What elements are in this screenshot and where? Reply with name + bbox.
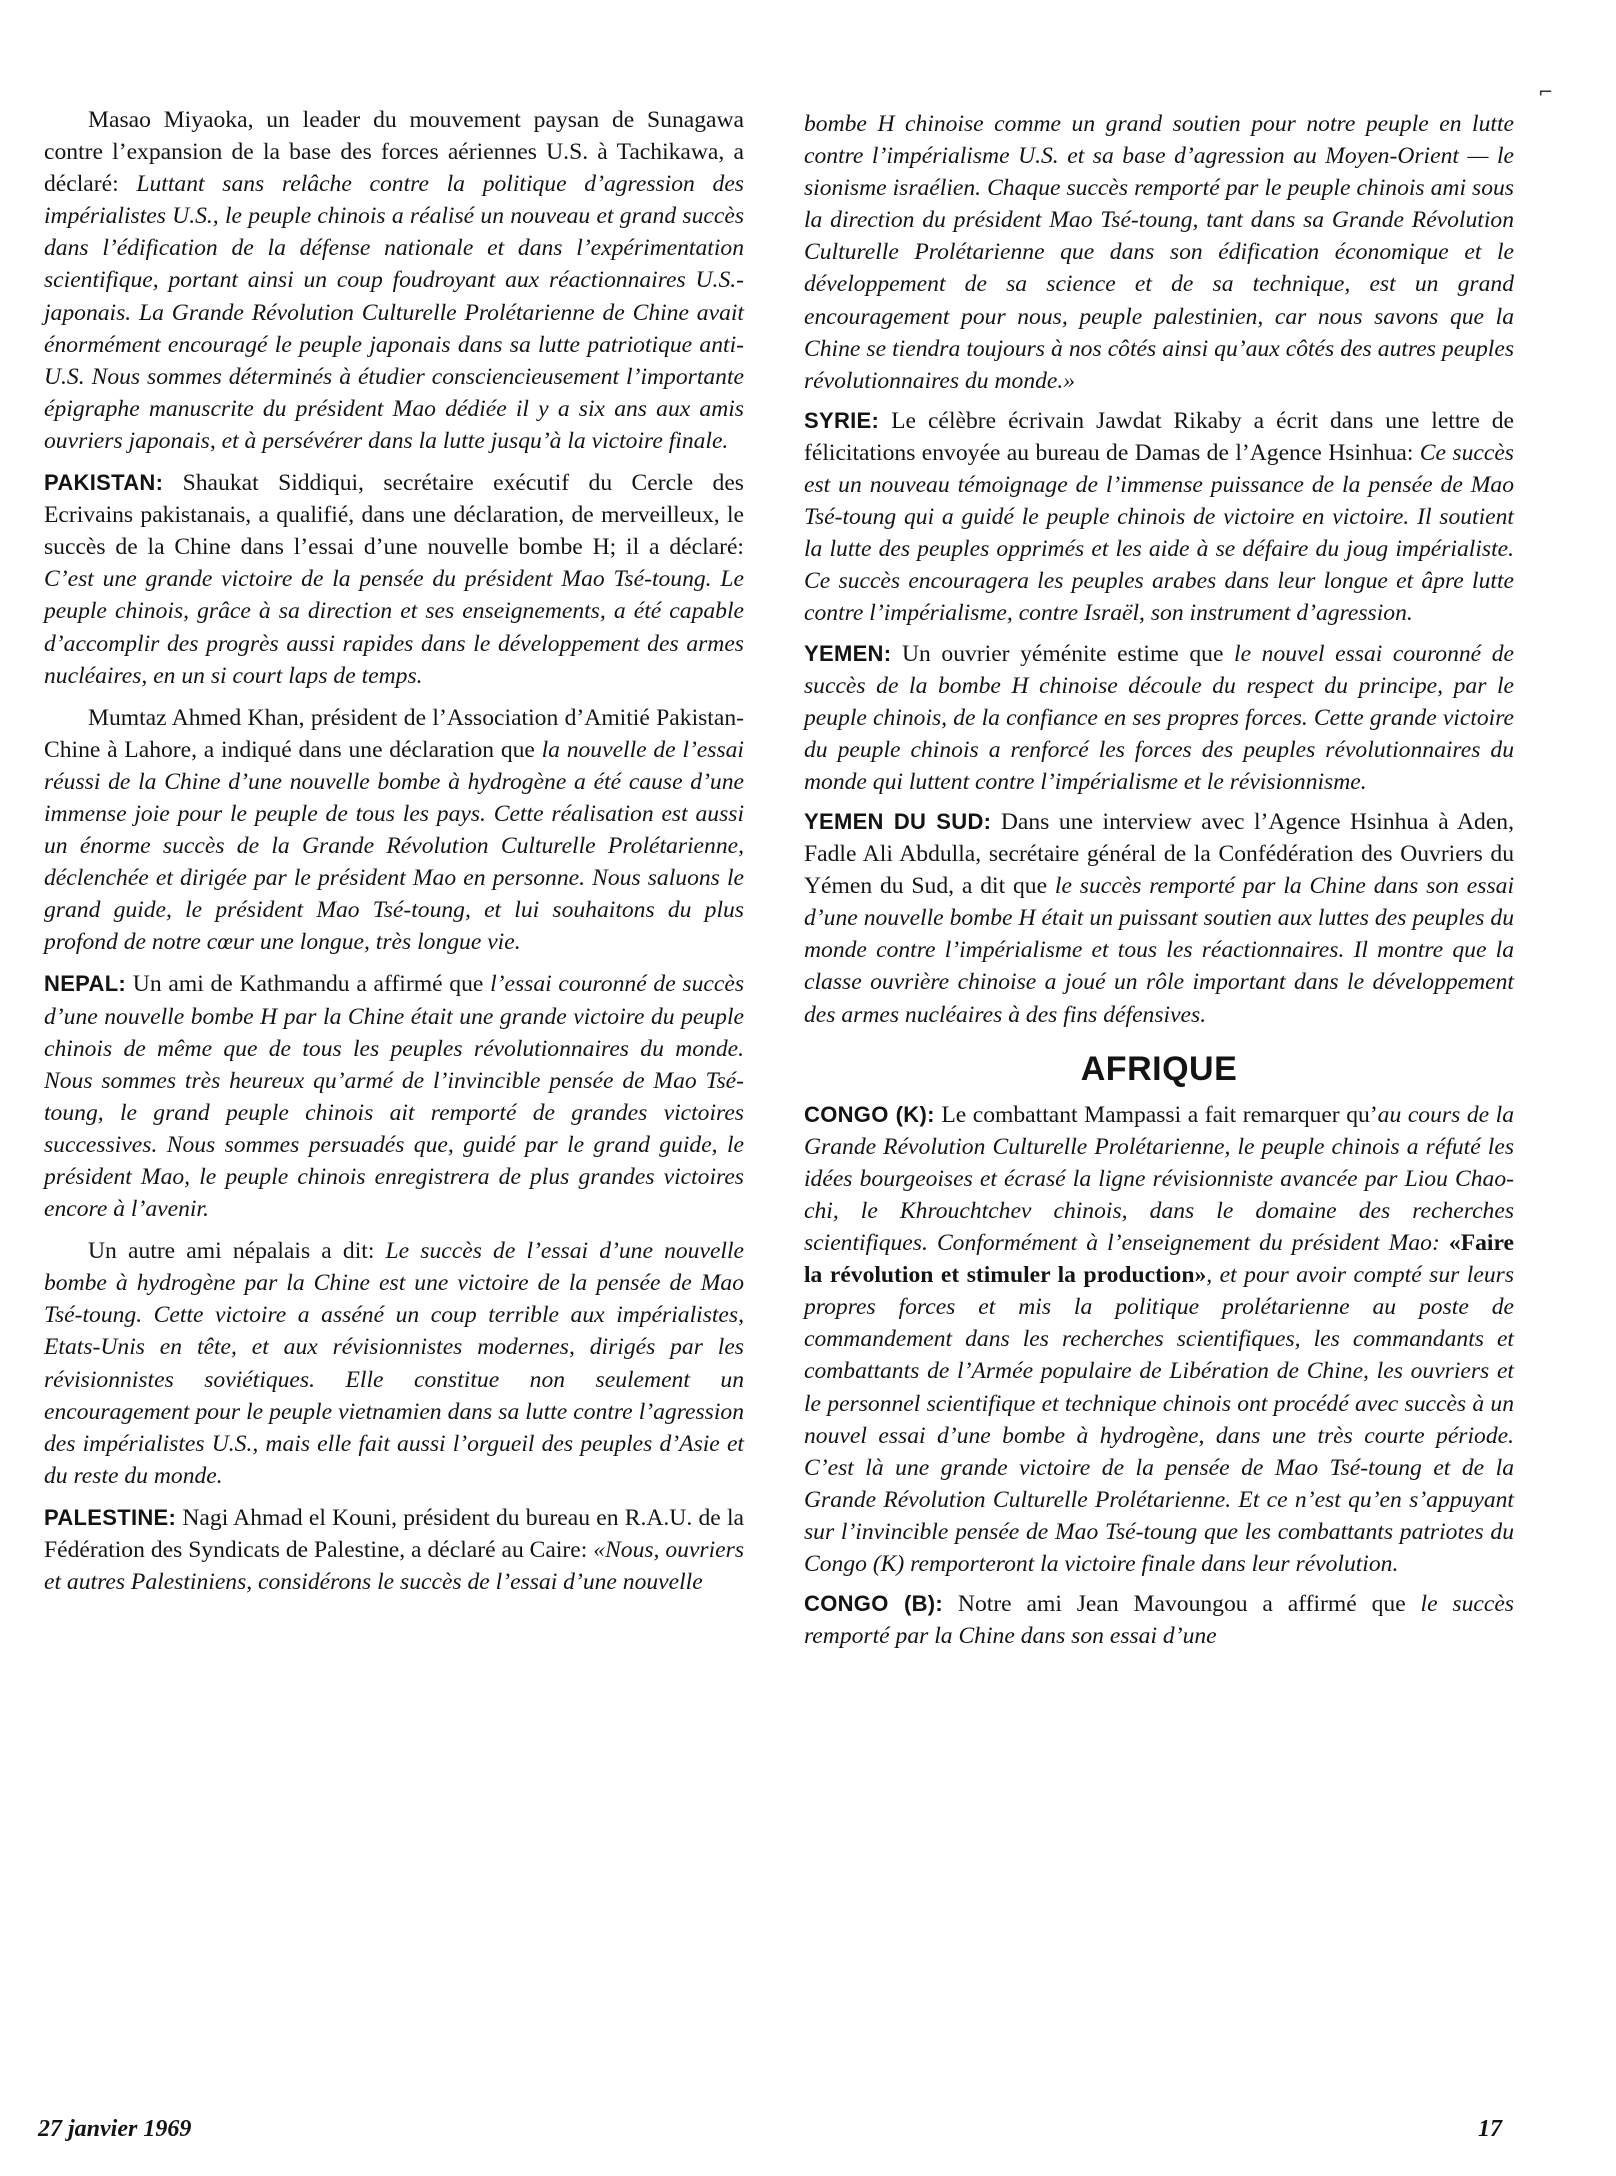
congo-k-bold-quote: «Faire la révolution et stimuler la production» [804,1230,1514,1289]
congo-b-quote: le succès remporté par la Chine dans son essai d’une [804,1591,1514,1650]
congo-k-paragraph [804,1099,1514,1580]
nepal-paragraph-2 [44,1235,744,1492]
left-column [44,104,744,1606]
congo-b-intro: Notre ami Jean Mavoungou a affirmé que [943,1591,1421,1618]
nepal-heading: NEPAL: [44,971,127,997]
nepal-paragraph [44,968,744,1225]
syria-paragraph [804,405,1514,630]
palestine-quote: «Nous, ouvriers et autres Palestiniens, considérons le succès de l’essai d’une nouvelle [44,1537,745,1596]
japan-paragraph [44,104,744,457]
corner-mark-icon: ⌐ [1538,82,1554,103]
yemen-heading: YEMEN: [804,640,892,666]
nepal-quote: l’essai couronné de succès d’une nouvelle bombe H par la Chine était une grande victoire du peuple chinois de même que de tous les peuples révolutionnaires du monde. Nous sommes très heureux qu’armé de l’invincible pensée de Mao Tsé-toung, le grand peuple chinois ait remporté de grandes victoires successives. Nous sommes persuadés que, guidé par le grand guide, le président Mao, le peuple chinois enregistrera de plus grandes victoires encore à l’avenir. [44,971,744,1223]
congo-b-heading: CONGO (B): [804,1591,944,1617]
pakistan-paragraph-2 [44,702,744,959]
congo-k-quote-1: au cours de la Grande Révolution Culturelle Prolétarienne, le peuple chinois a réfuté les idées bourgeoises et écrasé la ligne révisionniste avancée par Liou Chao-chi, le Khrouchtchev chinois, dans le domaine des recherches scientifiques. Conformément à l’enseignement du président Mao: [804,1101,1514,1257]
page-number: 17 [1478,2116,1502,2142]
palestine-heading: PALESTINE: [44,1504,177,1530]
yemen-intro: Un ouvrier yéménite estime que [891,640,1235,667]
nepal2-intro: Un autre ami népalais a dit: [88,1238,386,1265]
south-yemen-paragraph [804,806,1514,1031]
pakistan-intro: Shaukat Siddiqui, secrétaire exécutif du Cercle des Ecrivains pakistanais, a qualifié, dans une déclaration, de merveilleux, le succès de la Chine dans l’essai d’une nouvelle bombe H; il a déclaré: [44,470,744,561]
nepal2-quote: Le succès de l’essai d’une nouvelle bombe à hydrogène par la Chine est une victoire de la pensée de Mao Tsé-toung. Cette victoire a asséné un coup terrible aux impérialistes, Etats-Unis en tête, et aux révisionnistes modernes, dirigés par les révisionnistes soviétiques. Elle constitue non seulement un encouragement pour le peuple vietnamien dans sa lutte contre l’agression des impérialistes U.S., mais elle fait aussi l’orgueil des peuples d’Asie et du reste du monde. [44,1238,744,1489]
palestine-paragraph [44,1502,744,1598]
pakistan2-quote: la nouvelle de l’essai réussi de la Chine d’une nouvelle bombe à hydrogène a été cause d’une immense joie pour le peuple de tous les pays. Cette réalisation est aussi un énorme succès de la Grande Révolution Culturelle Prolétarienne, déclenchée et dirigée par le président Mao en personne. Nous saluons le grand guide, le président Mao Tsé-toung, et lui souhaitons du plus profond de notre cœur une longue, très longue vie. [44,736,744,956]
pakistan2-intro: Mumtaz Ahmed Khan, président de l’Association d’Amitié Pakistan-Chine à Lahore, a indiqué dans une déclaration que [44,704,744,763]
footer-date: 27 janvier 1969 [38,2116,192,2142]
south-yemen-quote: le succès remporté par la Chine dans son essai d’une nouvelle bombe H était un puissant soutien aux luttes des peuples du monde contre l’impérialisme et tous les réactionnaires. Il montre que la classe ouvrière chinoise a joué un rôle important dans le développement des armes nucléaires à des fins défensives. [804,873,1514,1028]
right-column [804,108,1514,1660]
syria-intro: Le célèbre écrivain Jawdat Rikaby a écrit dans une lettre de félicitations envoyée au bureau de Damas de l’Agence Hsinhua: [804,407,1514,466]
syria-heading: SYRIE: [804,407,880,433]
yemen-quote: le nouvel essai couronné de succès de la bombe H chinoise découle du respect du principe, par le peuple chinois, de la confiance en ses propres forces. Cette grande victoire du peuple chinois a renforcé les forces des peuples révolutionnaires du monde qui luttent contre l’impérialisme et le révisionnisme. [804,640,1515,795]
pakistan-quote: C’est une grande victoire de la pensée du président Mao Tsé-toung. Le peuple chinois, grâce à sa direction et ses enseignements, a été capable d’accomplir des progrès aussi rapides dans le développement des armes nucléaires, en un si court laps de temps. [44,566,744,689]
south-yemen-heading: YEMEN DU SUD: [804,808,992,834]
palestine-cont-quote: bombe H chinoise comme un grand soutien pour notre peuple en lutte contre l’impérialisme U.S. et sa base d’agression au Moyen-Orient — le sionisme israélien. Chaque succès remporté par le peuple chinois ami sous la direction du président Mao Tsé-toung, tant dans sa Grande Révolution Culturelle Prolétarienne que dans son édification économique et le développement de sa science et de sa technique, est un grand encouragement pour nous, peuple palestinien, car nous savons que la Chine se tiendra toujours à nos côtés ainsi qu’aux côtés des autres peuples révolutionnaires du monde.» [804,111,1514,394]
yemen-paragraph [804,638,1514,798]
pakistan-paragraph [44,467,744,692]
congo-k-quote-2: , et pour avoir compté sur leurs propres forces et mis la politique prolétarienne au poste de commandement dans les recherches scientifiques, les commandants et combattants de l’Armée populaire de Libération de Chine, les ouvriers et le personnel scientifique et technique chinois ont procédé avec succès à un nouvel essai d’une bombe à hydrogène, dans une très courte période. C’est là une grande victoire de la pensée de Mao Tsé-toung et de la Grande Révolution Culturelle Prolétarienne. Et ce n’est qu’en s’appuyant sur l’invincible pensée de Mao Tsé-toung que les combattants patriotes du Congo (K) remporteront la victoire finale dans leur révolution. [804,1262,1514,1578]
congo-k-heading: CONGO (K): [804,1101,935,1127]
section-title-afrique: AFRIQUE [1080,1049,1238,1088]
palestine-continuation [804,108,1514,397]
syria-quote: Ce succès est un nouveau témoignage de l’immense puissance de la pensée de Mao Tsé-toung qui a guidé le peuple chinois de victoire en victoire. Il soutient la lutte des peuples opprimés et les aide à se défaire du joug impérialiste. Ce succès encouragera les peuples arabes dans leur longue et âpre lutte contre l’impérialisme, contre Israël, son instrument d’agression. [804,439,1514,627]
nepal-intro: Un ami de Kathmandu a affirmé que [126,971,491,998]
japan-intro: Masao Miyaoka, un leader du mouvement paysan de Sunagawa contre l’expansion de la base des forces aériennes U.S. à Tachikawa, a déclaré: [44,107,744,198]
congo-b-paragraph [804,1588,1514,1652]
south-yemen-intro: Dans une interview avec l’Agence Hsinhua à Aden, Fadle Ali Abdulla, secrétaire général de la Confédération des Ouvriers du Yémen du Sud, a dit que [804,808,1514,900]
japan-quote: Luttant sans relâche contre la politique d’agression des impérialistes U.S., le peuple chinois a réalisé un nouveau et grand succès dans l’édification de la défense nationale et dans l’expérimentation scientifique, portant ainsi un coup foudroyant aux réactionnaires U.S.-japonais. La Grande Révolution Culturelle Prolétarienne de Chine avait énormément encouragé le peuple japonais dans sa lutte patriotique anti-U.S. Nous sommes déterminés à étudier consciencieusement l’importante épigraphe manuscrite du président Mao dédiée il y a six ans aux amis ouvriers japonais, et à persévérer dans la lutte jusqu’à la victoire finale. [44,171,744,454]
congo-k-intro: Le combattant Mampassi a fait remarquer qu’ [934,1101,1378,1128]
palestine-intro: Nagi Ahmad el Kouni, président du bureau en R.A.U. de la Fédération des Syndicats de Palestine, a déclaré au Caire: [44,1504,744,1564]
pakistan-heading: PAKISTAN: [44,470,164,496]
